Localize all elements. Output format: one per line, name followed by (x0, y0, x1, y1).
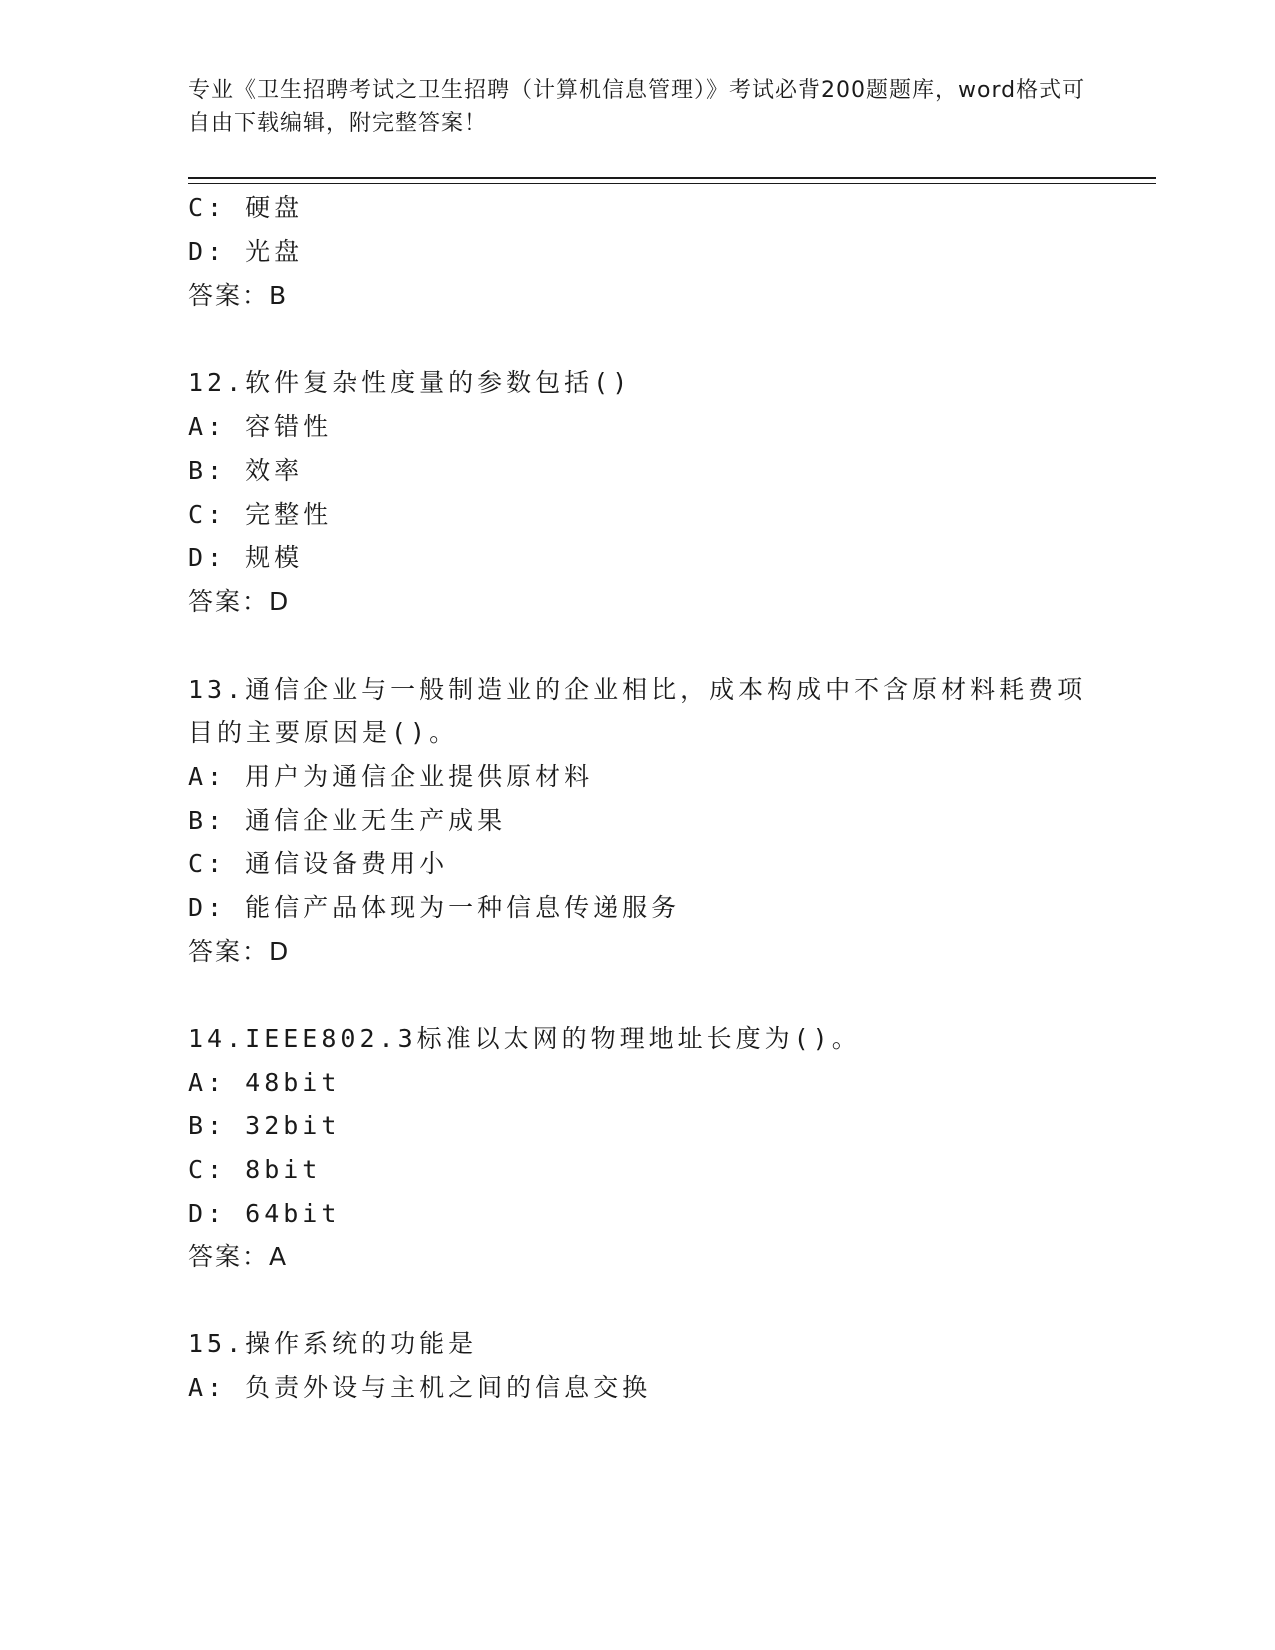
q14-answer: 答案：A (188, 1242, 289, 1271)
q15-question: 15.操作系统的功能是 (188, 1329, 478, 1358)
q12-option-c: C: 完整性 (188, 500, 333, 529)
q11-option-c: C: 硬盘 (188, 193, 304, 222)
q12-option-a: A: 容错性 (188, 412, 333, 441)
q13-option-b: B: 通信企业无生产成果 (188, 806, 507, 835)
q11-option-d: D: 光盘 (188, 237, 304, 266)
q14-option-b: B: 32bit (188, 1111, 341, 1140)
q12-question: 12.软件复杂性度量的参数包括() (188, 368, 632, 397)
q14-question: 14.IEEE802.3标准以太网的物理地址长度为()。 (188, 1024, 861, 1053)
q13-question-line2: 目的主要原因是()。 (188, 718, 459, 747)
q14-option-a: A: 48bit (188, 1068, 341, 1097)
q13-answer: 答案：D (188, 937, 291, 966)
q14-option-c: C: 8bit (188, 1155, 322, 1184)
q13-option-c: C: 通信设备费用小 (188, 849, 449, 878)
q14-option-d: D: 64bit (188, 1199, 341, 1228)
q12-option-d: D: 规模 (188, 543, 304, 572)
q13-option-d: D: 能信产品体现为一种信息传递服务 (188, 893, 681, 922)
q13-question-line1: 13.通信企业与一般制造业的企业相比，成本构成中不含原材料耗费项 (188, 675, 1087, 704)
q11-answer: 答案：B (188, 281, 289, 310)
q12-option-b: B: 效率 (188, 456, 304, 485)
document-header: 专业《卫生招聘考试之卫生招聘（计算机信息管理）》考试必背200题题库，word格式可自由下载编辑，附完整答案！ (188, 78, 1086, 136)
header-divider-thin (188, 183, 1156, 184)
q13-option-a: A: 用户为通信企业提供原材料 (188, 762, 594, 791)
q15-option-a: A: 负责外设与主机之间的信息交换 (188, 1373, 652, 1402)
header-divider-thick (188, 177, 1156, 179)
q12-answer: 答案：D (188, 587, 291, 616)
